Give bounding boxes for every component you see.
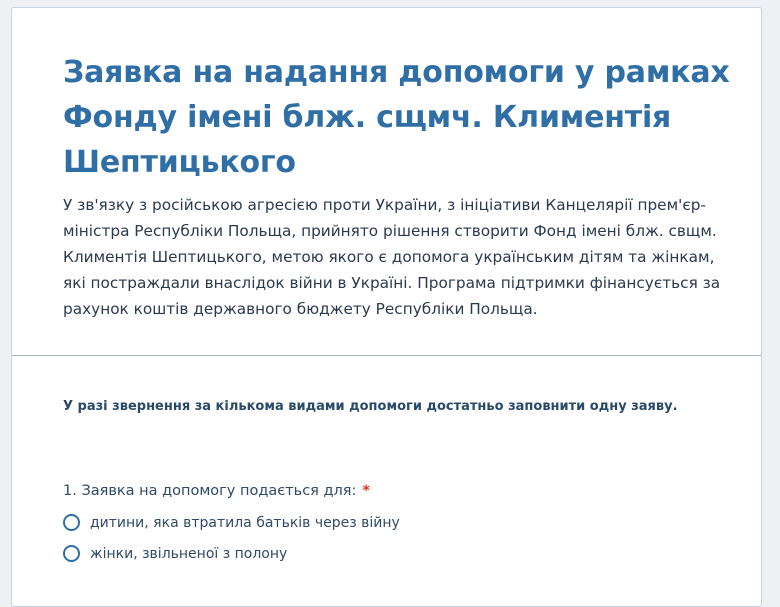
radio-option-label[interactable]: жінки, звільненої з полону bbox=[90, 545, 288, 562]
form-title: Заявка на надання допомоги у рамках Фонду імені блж. сщмч. Климентія Шептицького bbox=[63, 55, 730, 180]
radio-option-label[interactable]: дитини, яка втратила батьків через війну bbox=[90, 514, 400, 531]
form-note: У разі звернення за кількома видами допомоги достатньо заповнити одну заяву. bbox=[63, 399, 678, 414]
question-1-label bbox=[63, 483, 370, 499]
required-asterisk: * bbox=[362, 483, 370, 499]
form-description: У зв'язку з російською агресією проти України, з ініціативи Канцелярії прем'єр-міністра Республіки Польща, прийнято рішення створити Фонд імені блж. свщм. Климентія Шептицького, метою якого є допомога українським дітям та жінкам, які постраждали внаслідок війни в Україні. Програма підтримки фінансується за рахунок коштів державного бюджету Республіки Польща. bbox=[63, 196, 721, 318]
form-header bbox=[12, 8, 761, 356]
question-1-text: 1. Заявка на допомогу подається для: bbox=[63, 483, 357, 499]
radio-button-icon[interactable] bbox=[63, 545, 80, 562]
radio-option-child[interactable] bbox=[63, 514, 400, 531]
form-card bbox=[11, 7, 762, 607]
radio-option-woman[interactable] bbox=[63, 545, 287, 562]
radio-button-icon[interactable] bbox=[63, 514, 80, 531]
